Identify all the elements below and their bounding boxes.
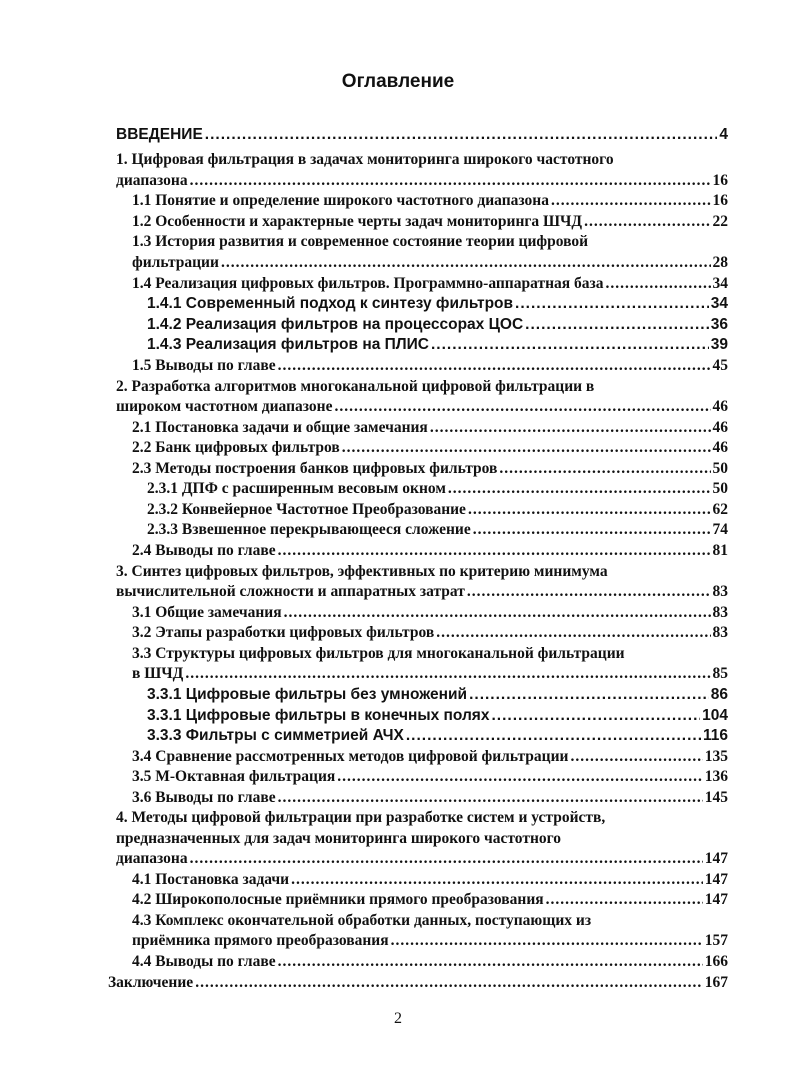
toc-entry-1-4-1[interactable] xyxy=(147,293,728,314)
toc-entry-introduction[interactable] xyxy=(116,124,728,145)
toc-entry-label: 1.4 Реализация цифровых фильтров. Программно-аппаратная база xyxy=(132,275,604,292)
toc-entry-label: 1.4.3 Реализация фильтров на ПЛИС xyxy=(147,336,429,353)
toc-entry-3-3-line1: 3.3 Структуры цифровых фильтров для многоканальной фильтрации xyxy=(132,645,625,662)
toc-entry-label: 1.2 Особенности и характерные черты задач мониторинга ШЧД xyxy=(132,213,583,230)
toc-entry-4-4[interactable] xyxy=(132,951,728,972)
toc-entry-label: 2.3.2 Конвейерное Частотное Преобразование xyxy=(147,501,466,518)
toc-entry-conclusion[interactable] xyxy=(108,972,728,993)
toc-entry-label: 3.5 М-Октавная фильтрация xyxy=(132,768,336,785)
toc-entry-page: 4 xyxy=(719,126,728,143)
toc-entry-label: 3.3.1 Цифровые фильтры в конечных полях xyxy=(147,707,490,724)
toc-entry-page: 147 xyxy=(704,891,728,908)
toc-entry-1-3[interactable] xyxy=(132,252,728,273)
toc-entry-label: широком частотном диапазоне xyxy=(116,398,333,415)
toc-entry-chapter-4-line1: 4. Методы цифровой фильтрации при разработке систем и устройств, xyxy=(116,809,606,826)
toc-entry-3-5[interactable] xyxy=(132,766,728,787)
toc-entry-3-3-1b[interactable] xyxy=(147,705,728,726)
toc-entry-label: 3.4 Сравнение рассмотренных методов цифровой фильтрации xyxy=(132,748,569,765)
toc-entry-chapter-2-line1: 2. Разработка алгоритмов многоканальной цифровой фильтрации в xyxy=(116,378,595,395)
toc-entry-page: 104 xyxy=(702,707,728,724)
toc-entry-3-4[interactable] xyxy=(132,746,728,767)
toc-entry-page: 39 xyxy=(710,336,728,353)
toc-entry-label: 2.3.3 Взвешенное перекрывающееся сложение xyxy=(147,521,471,538)
toc-entry-page: 135 xyxy=(704,748,728,765)
toc-entry-2-3[interactable] xyxy=(132,458,728,479)
toc-entry-page: 147 xyxy=(704,850,728,867)
toc-entry-3-6[interactable] xyxy=(132,787,728,808)
toc-entry-page: 136 xyxy=(704,768,728,785)
page-number: 2 xyxy=(394,1010,402,1027)
toc-entry-page: 74 xyxy=(712,521,728,538)
toc-entry-page: 22 xyxy=(712,213,728,230)
toc-entry-label: 1.5 Выводы по главе xyxy=(132,357,276,374)
toc-entry-1-1[interactable] xyxy=(132,190,728,211)
toc-entry-chapter-3[interactable] xyxy=(116,581,728,602)
toc-entry-label: приёмника прямого преобразования xyxy=(132,932,389,949)
toc-entry-3-1[interactable] xyxy=(132,602,728,623)
toc-entry-label: диапазона xyxy=(116,172,188,189)
toc-entry-page: 81 xyxy=(712,542,728,559)
toc-entry-2-4[interactable] xyxy=(132,540,728,561)
toc-entry-label: Заключение xyxy=(108,974,194,991)
toc-entry-page: 62 xyxy=(712,501,728,518)
page-title: Оглавление xyxy=(341,71,455,92)
toc-entry-label: 3.2 Этапы разработки цифровых фильтров xyxy=(132,624,435,641)
toc-entry-page: 50 xyxy=(712,460,728,477)
toc-entry-label: 4.1 Постановка задачи xyxy=(132,871,290,888)
toc-entry-2-3-3[interactable] xyxy=(147,519,728,540)
toc-entry-label: 2.4 Выводы по главе xyxy=(132,542,276,559)
toc-entry-page: 157 xyxy=(704,932,728,949)
toc-entry-label: 3.6 Выводы по главе xyxy=(132,789,276,806)
toc-entry-chapter-1-line1: 1. Цифровая фильтрация в задачах мониторинга широкого частотного xyxy=(116,151,614,168)
toc-entry-2-1[interactable] xyxy=(132,417,728,438)
toc-entry-2-3-1[interactable] xyxy=(147,478,728,499)
toc-entry-chapter-1[interactable] xyxy=(116,170,728,191)
toc-entry-1-4-2[interactable] xyxy=(147,314,728,335)
toc-entry-page: 16 xyxy=(712,192,728,209)
toc-entry-chapter-3-line1: 3. Синтез цифровых фильтров, эффективных по критерию минимума xyxy=(116,563,608,580)
toc-entry-page: 166 xyxy=(704,953,728,970)
toc-entry-label: 1.4.2 Реализация фильтров на процессорах ЦОС xyxy=(147,316,524,333)
toc-entry-page: 50 xyxy=(712,480,728,497)
toc-entry-page: 28 xyxy=(712,254,728,271)
toc-entry-label: 2.3 Методы построения банков цифровых фильтров xyxy=(132,460,498,477)
toc-entry-page: 116 xyxy=(702,727,728,744)
toc-entry-label: 1.1 Понятие и определение широкого частотного диапазона xyxy=(132,192,549,209)
toc-entry-label: 2.1 Постановка задачи и общие замечания xyxy=(132,419,428,436)
toc-entry-label: 1.4.1 Современный подход к синтезу фильтров xyxy=(147,295,514,312)
toc-entry-page: 34 xyxy=(712,275,728,292)
toc-entry-3-2[interactable] xyxy=(132,622,728,643)
toc-entry-page: 34 xyxy=(710,295,728,312)
toc-entry-label: 4.2 Широкополосные приёмники прямого преобразования xyxy=(132,891,544,908)
toc-entry-page: 83 xyxy=(712,583,728,600)
toc-entry-page: 83 xyxy=(712,604,728,621)
toc-entry-3-3-1a[interactable] xyxy=(147,684,728,705)
toc-entry-page: 167 xyxy=(704,974,728,991)
toc-entry-page: 147 xyxy=(704,871,728,888)
toc-entry-page: 86 xyxy=(710,686,728,703)
toc-entry-page: 145 xyxy=(704,789,728,806)
toc-entry-2-2[interactable] xyxy=(132,437,728,458)
toc-entry-label: диапазона xyxy=(116,850,188,867)
toc-entry-page: 85 xyxy=(712,665,728,682)
toc-entry-chapter-2[interactable] xyxy=(116,396,728,417)
toc-entry-label: 3.3.3 Фильтры с симметрией АЧХ xyxy=(147,727,404,744)
toc-entry-page: 16 xyxy=(712,172,728,189)
toc-entry-1-4-3[interactable] xyxy=(147,334,728,355)
toc-entry-label: ВВЕДЕНИЕ xyxy=(116,126,203,143)
toc-entry-4-2[interactable] xyxy=(132,889,728,910)
toc-entry-label: в ШЧД xyxy=(132,665,184,682)
toc-entry-label: 2.2 Банк цифровых фильтров xyxy=(132,439,340,456)
toc-entry-page: 46 xyxy=(712,398,728,415)
toc-entry-page: 45 xyxy=(712,357,728,374)
toc-entry-label: 3.3.1 Цифровые фильтры без умножений xyxy=(147,686,468,703)
toc-entry-4-3[interactable] xyxy=(132,930,728,951)
toc-entry-1-2[interactable] xyxy=(132,211,728,232)
toc-entry-2-3-2[interactable] xyxy=(147,499,728,520)
toc-entry-label: 4.4 Выводы по главе xyxy=(132,953,276,970)
toc-entry-3-3-3[interactable] xyxy=(147,725,728,746)
toc-entry-label: 2.3.1 ДПФ с расширенным весовым окном xyxy=(147,480,446,497)
toc-entry-4-3-line1: 4.3 Комплекс окончательной обработки данных, поступающих из xyxy=(132,912,592,929)
toc-entry-label: фильтрации xyxy=(132,254,219,271)
toc-entry-page: 36 xyxy=(710,316,728,333)
toc-entry-chapter-4[interactable] xyxy=(116,848,728,869)
toc-entry-1-3-line1: 1.3 История развития и современное состояние теории цифровой xyxy=(132,233,589,250)
toc-entry-page: 83 xyxy=(712,624,728,641)
toc-entry-label: 3.1 Общие замечания xyxy=(132,604,282,621)
toc-entry-label: вычислительной сложности и аппаратных затрат xyxy=(116,583,465,600)
toc-entry-page: 46 xyxy=(712,419,728,436)
toc-entry-chapter-4-line2: предназначенных для задач мониторинга широкого частотного xyxy=(116,830,562,847)
toc-entry-3-3[interactable] xyxy=(132,663,728,684)
toc-entry-1-4[interactable] xyxy=(132,273,728,294)
toc-entry-page: 46 xyxy=(712,439,728,456)
toc-entry-1-5[interactable] xyxy=(132,355,728,376)
toc-entry-4-1[interactable] xyxy=(132,869,728,890)
